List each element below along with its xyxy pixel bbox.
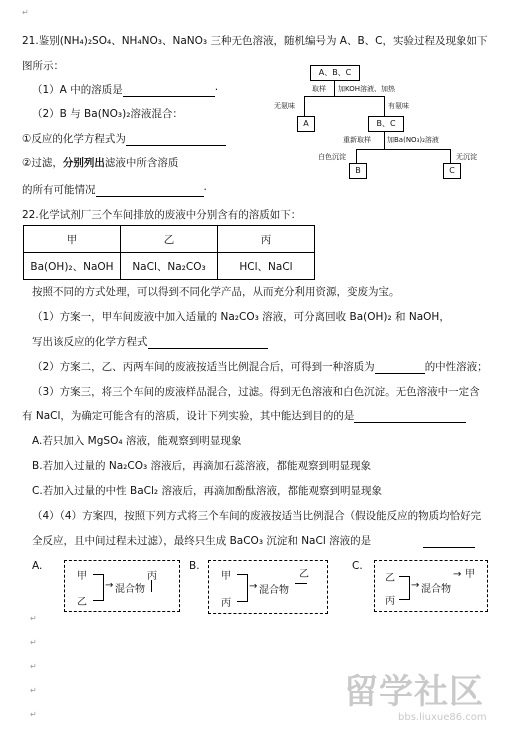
flow-line <box>384 96 385 116</box>
table-header-jia: 甲 <box>24 226 121 253</box>
flow-line <box>334 80 335 96</box>
answer-blank[interactable] <box>126 133 226 146</box>
q21-part1 <box>32 82 218 97</box>
scheme-b-box <box>208 560 328 614</box>
watermark-logo: 留学社区 <box>344 672 484 712</box>
connector-line <box>93 600 103 601</box>
q22-intro: 22.化学试剂厂三个车间排放的废液中分别含有的溶质如下： <box>22 209 302 221</box>
q22-part3-line2 <box>22 408 466 423</box>
scheme-a-in1: 甲 <box>77 571 87 582</box>
table-cell-yi: NaCl、Na₂CO₃ <box>121 253 218 280</box>
table-header-bing: 丙 <box>218 226 315 253</box>
q21-intro-line1: 21.鉴别(NH₄)₂SO₄、NH₄NO₃、NaNO₃ 三种无色溶液，随机编号为 A、B、C，实验过程及现象如下 <box>22 35 488 47</box>
flow-line <box>450 149 451 163</box>
scheme-c-mix: 混合物 <box>421 584 451 595</box>
answer-blank[interactable] <box>148 336 268 349</box>
q21-part2-label: （2）B 与 Ba(NO₃)₂溶液混合： <box>32 108 183 120</box>
q22-part3-line1: （3）方案三，将三个车间的废液样品混合，过滤。得到无色溶液和白色沉淀。无色溶液中一定含 <box>32 386 480 398</box>
flow-box-abc: A、B、C <box>310 65 360 81</box>
flow-line <box>384 131 385 149</box>
q22-part1-line1: （1）方案一，甲车间废液中加入适量的 Na₂CO₃ 溶液，可分离回收 Ba(OH)₂ 和 NaOH， <box>32 311 450 323</box>
scheme-a-in2: 乙 <box>77 597 87 608</box>
table-cell-bing: HCl、NaCl <box>218 253 315 280</box>
q21-part2b-prefix: ②过滤， <box>22 157 63 169</box>
arrow-icon: → <box>453 569 462 580</box>
scheme-a-mix: 混合物 <box>115 584 145 595</box>
flow-no-smell: 无氨味 <box>274 102 295 110</box>
q21-part2c-label: 的所有可能情况 <box>22 184 96 196</box>
q22-method: 按照不同的方式处理，可以得到不同化学产品，从而充分利用资源，变废为宝。 <box>32 286 400 298</box>
scheme-c-in2: 丙 <box>385 596 395 607</box>
q22-part4-line1: （4）（4）方案四，按照下列方式将三个车间的废液按适当比例混合（假设能反应的物质均恰好完 <box>32 510 482 522</box>
connector-line <box>399 599 409 600</box>
connector-line <box>237 601 247 602</box>
q22-part2-prefix: （2）方案二，乙、丙两车间的废液按适当比例混合后，可得到一种溶质为 <box>32 361 375 373</box>
paragraph-mark: ↵ <box>30 710 37 719</box>
q21-part2a <box>22 131 226 146</box>
paragraph-mark: ↵ <box>30 638 37 647</box>
q22-option-c: C.若加入过量的中性 BaCl₂ 溶液后，再滴加酚酞溶液，都能观察到明显现象 <box>32 485 382 497</box>
flow-reagent2: 加Ba(NO₃)₂溶液 <box>387 136 439 144</box>
waste-table <box>23 225 315 280</box>
scheme-c-out: 甲 <box>465 569 475 580</box>
answer-blank[interactable] <box>96 184 204 197</box>
scheme-a-box <box>64 560 180 612</box>
flow-line <box>356 149 450 150</box>
scheme-letter-a: A. <box>32 560 43 572</box>
q21-part2b-bold: 分别列出 <box>62 157 105 169</box>
q21-part2b <box>22 155 178 170</box>
flow-smell: 有氨味 <box>388 102 409 110</box>
connector-line <box>237 574 247 575</box>
flow-no-ppt: 无沉淀 <box>456 153 477 161</box>
flow-white-ppt: 白色沉淀 <box>318 153 346 161</box>
scheme-b-out: 乙 <box>299 569 309 580</box>
flow-box-c: C <box>443 163 461 179</box>
paragraph-mark: ↵ <box>22 8 29 17</box>
scheme-c-box <box>374 560 488 612</box>
flow-line <box>304 96 384 97</box>
punctuation: · <box>214 84 219 96</box>
arrow-icon: → <box>249 581 258 592</box>
arrow-icon: → <box>411 580 420 591</box>
scheme-letter-c: C. <box>352 560 363 572</box>
answer-blank[interactable] <box>123 84 215 97</box>
table-row <box>24 253 315 280</box>
q21-part1-label: （1）A 中的溶质是 <box>32 84 123 96</box>
connector-line <box>409 576 410 600</box>
q22-option-b: B.若加入过量的 Na₂CO₃ 溶液后，再滴加石蕊溶液，都能观察到明显现象 <box>32 460 372 472</box>
connector-line <box>247 574 248 602</box>
arrow-icon: → <box>105 580 114 591</box>
table-header-yi: 乙 <box>121 226 218 253</box>
scheme-c-in1: 乙 <box>385 573 395 584</box>
q22-part1-line2 <box>32 334 268 349</box>
scheme-letter-b: B. <box>189 560 200 572</box>
flow-box-bc: B、C <box>368 116 404 132</box>
flow-step1: 取样 <box>312 85 326 93</box>
scheme-b-in2: 丙 <box>221 598 231 609</box>
q22-part1-line2-label: 写出该反应的化学方程式 <box>32 336 148 348</box>
q22-part4-line2-label: 全反应，且中间过程未过滤），最终只生成 BaCO₃ 沉淀和 NaCl 溶液的是 <box>32 535 372 547</box>
q21-part2a-label: ①反应的化学方程式为 <box>22 133 126 145</box>
paragraph-mark: ↵ <box>30 662 37 671</box>
connector-line <box>295 583 307 584</box>
q21-part2b-suffix: 滤液中所含溶质 <box>104 157 179 169</box>
scheme-a-out: 丙 <box>147 571 157 582</box>
answer-blank[interactable] <box>354 410 466 423</box>
connector-line <box>93 574 103 575</box>
flow-line <box>304 96 305 116</box>
answer-blank[interactable] <box>375 361 425 374</box>
scheme-b-mix: 混合物 <box>259 585 289 596</box>
watermark-url: bbs.liuxue86.com <box>398 712 487 723</box>
table-cell-jia: Ba(OH)₂、NaOH <box>24 253 121 280</box>
q21-intro-line2: 图所示： <box>22 60 64 72</box>
q22-part3-line2-label: 有 NaCl，为确定可能含有的溶质，设计下列实验，其中能达到目的的是 <box>22 410 355 422</box>
q22-option-a: A.若只加入 MgSO₄ 溶液，能观察到明显现象 <box>32 435 242 447</box>
paragraph-mark: ↵ <box>30 686 37 695</box>
answer-blank[interactable] <box>423 535 475 548</box>
flow-step2: 重新取样 <box>343 136 371 144</box>
scheme-b-in1: 甲 <box>221 571 231 582</box>
flow-line <box>356 149 357 163</box>
q22-part4-line2 <box>32 533 475 548</box>
paragraph-mark: ↵ <box>30 614 37 623</box>
flow-reagent1: 加KOH溶液、加热 <box>338 85 395 93</box>
table-row <box>24 226 315 253</box>
q22-part2 <box>32 359 488 374</box>
q22-part2-suffix: 的中性溶液； <box>424 361 488 373</box>
punctuation: · <box>203 184 207 196</box>
flow-box-b: B <box>349 163 367 179</box>
q21-part2c <box>22 182 207 197</box>
connector-line <box>103 574 104 601</box>
flow-box-a: A <box>297 116 315 132</box>
connector-line <box>399 576 409 577</box>
